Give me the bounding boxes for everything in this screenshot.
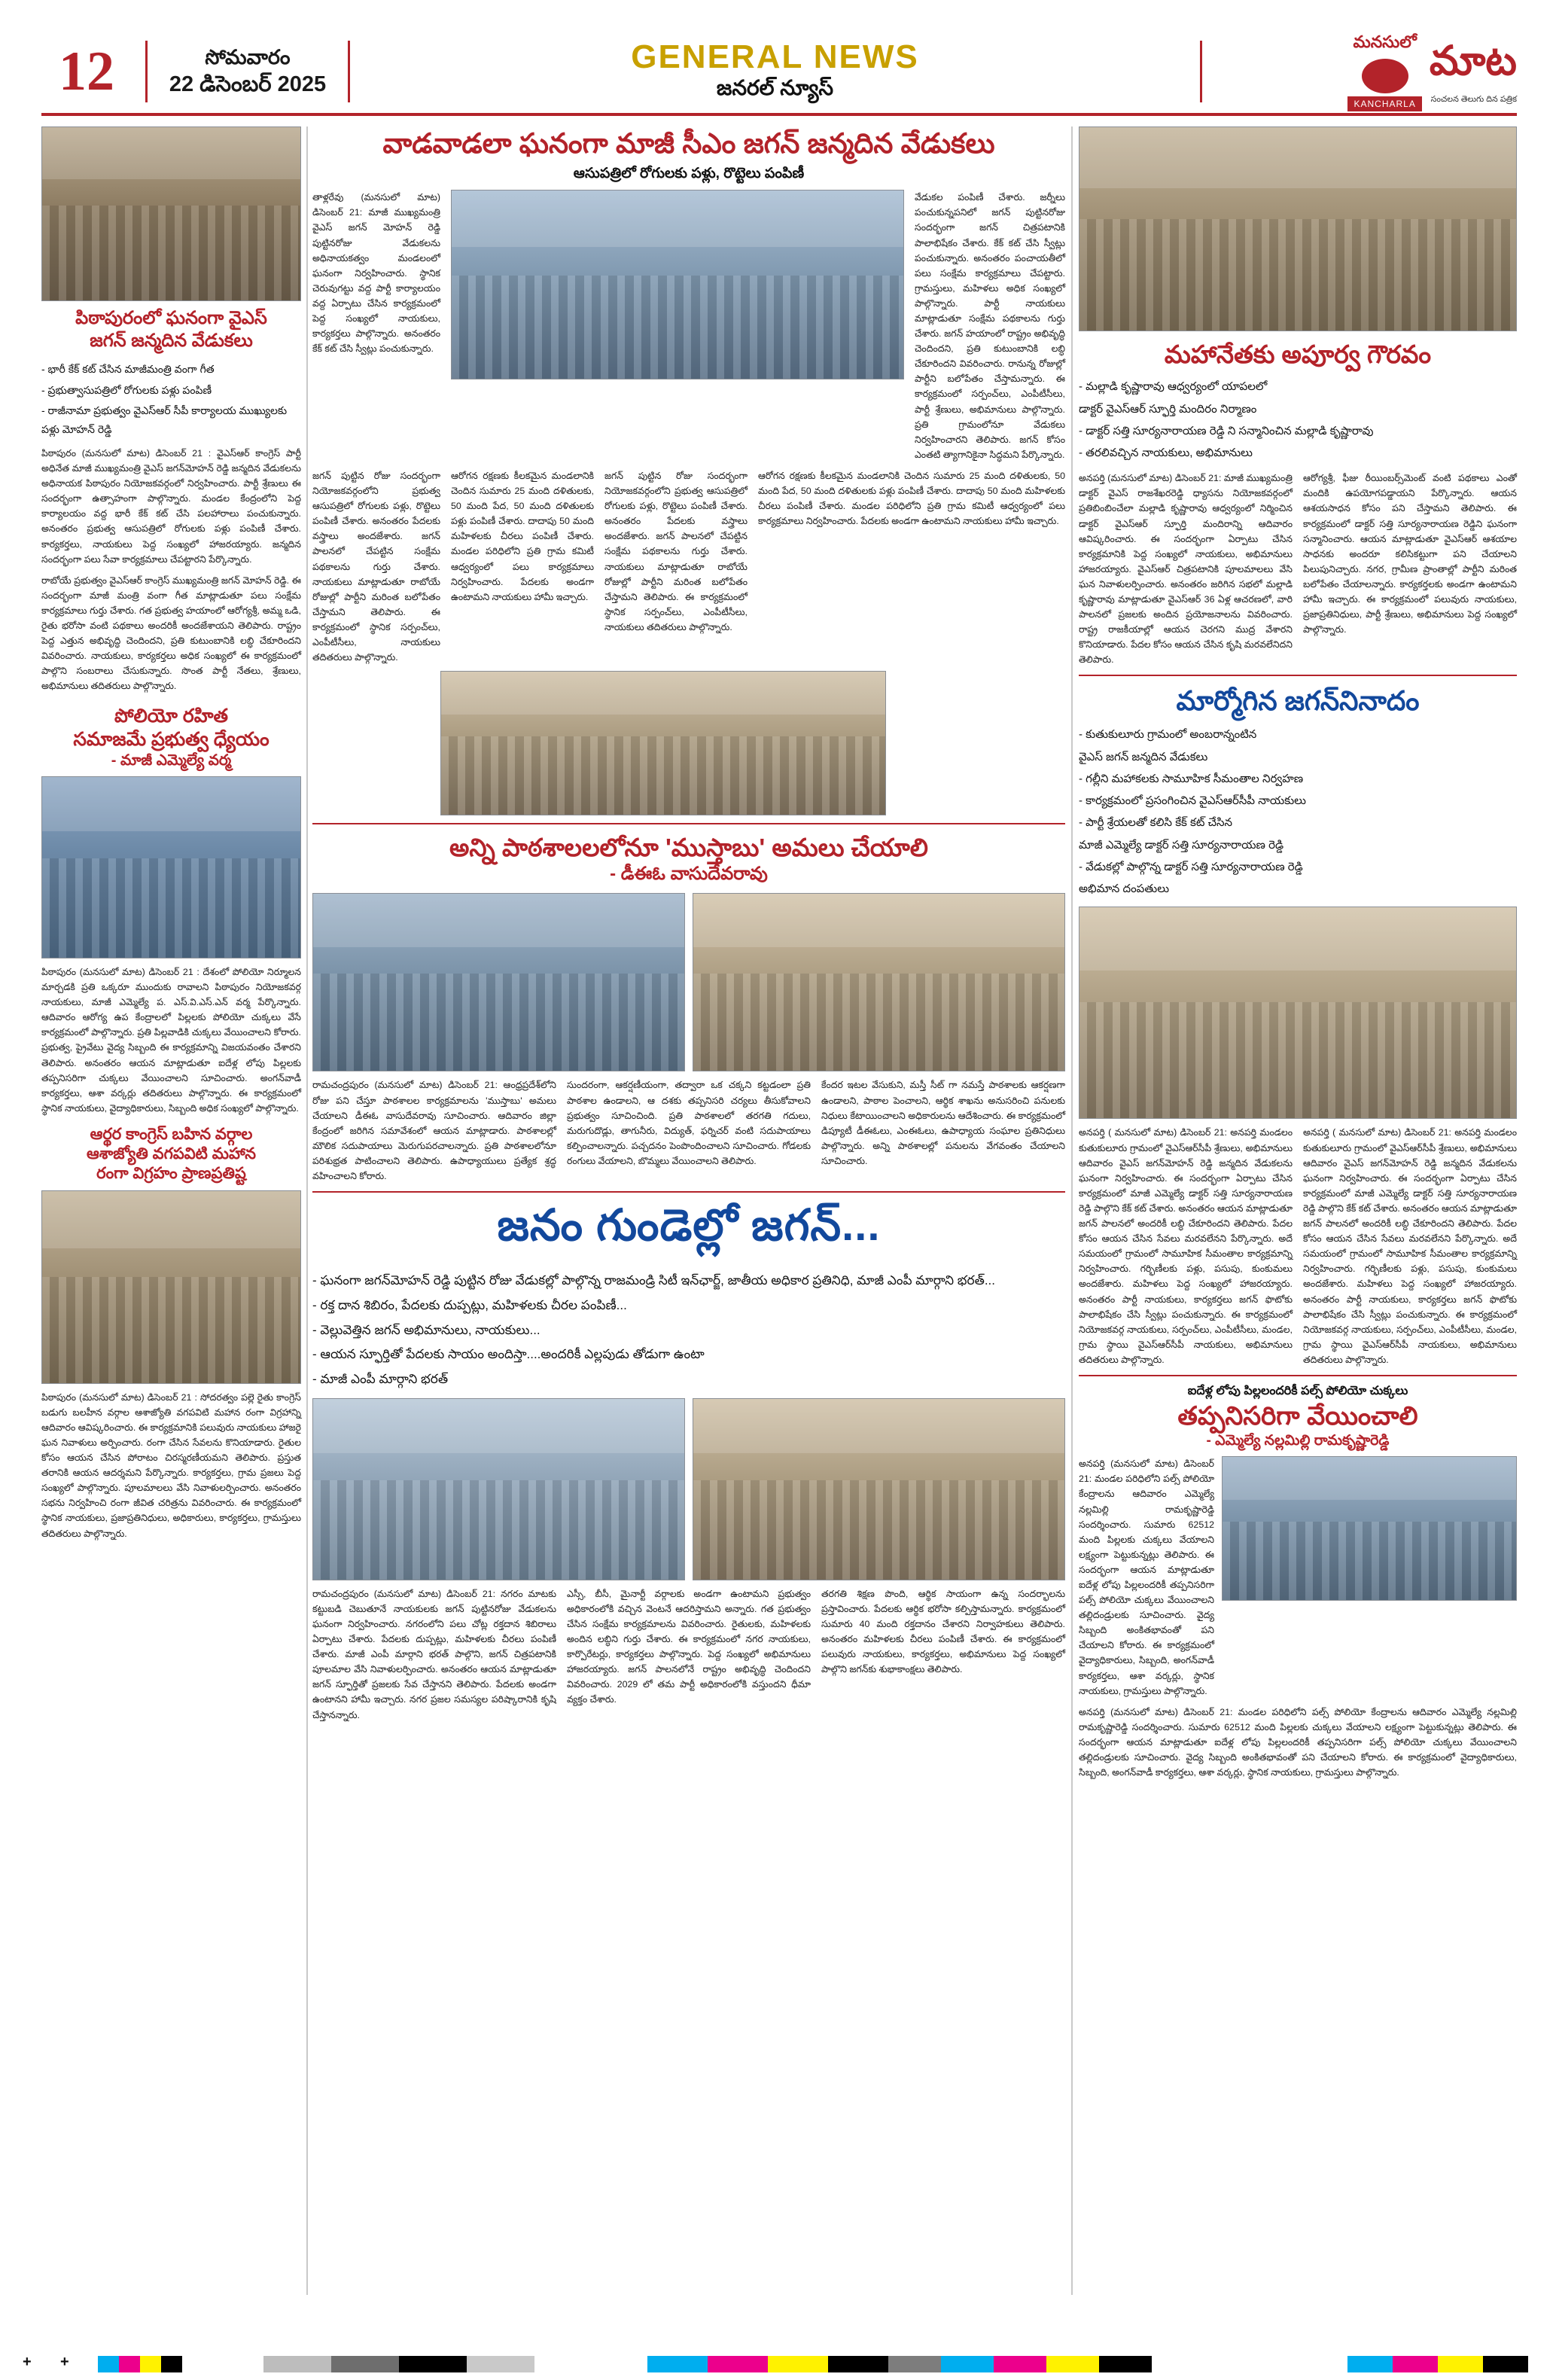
article-body: పిఠాపురం (మ‌న‌సులో మాట‌) డిసెంబ‌ర్ 21 : సోద‌ర‌త్వం ప‌ల్లె రైతు కాంగ్రెస్ బ‌డుగు బ‌ల‌హీన వ‌ర్గాల ఆశాజ్యోతి వ‌గ‌ప‌విటి మ‌హాన రంగా విగ్ర‌హాన్ని ఆదివారం ఆవిష్క‌రించారు. ఈ కార్య‌క్ర‌మానికి ప‌లువురు నాయ‌కులు హాజ‌రై ఘ‌న నివాళులు అర్పించారు. రంగా చేసిన సేవ‌ల‌ను కొనియాడారు. రైతుల కోసం ఆయ‌న చేసిన పోరాటం చిర‌స్మ‌ర‌ణీయ‌మ‌ని తెలిపారు. ప్ర‌స్తుత త‌రానికి ఆయ‌న ఆద‌ర్శ‌మ‌ని పేర్కొన్నారు. కార్య‌క‌ర్త‌లు, గ్రామ ప్ర‌జ‌లు పెద్ద సంఖ్య‌లో పాల్గొన్నారు. పూల‌మాల‌లు వేసి నివాళుల‌ర్పించారు. అనంత‌రం స‌భ‌ను నిర్వ‌హించి రంగా జీవిత చ‌రిత్ర‌ను వివ‌రించారు. ఈ కార్య‌క్ర‌మంలో స్థానిక నాయ‌కులు, ప్ర‌జాప్ర‌తినిధులు, అధికారులు, కార్య‌క‌ర్త‌లు, గ్రామ‌స్తులు త‌దిత‌రులు పాల్గొన్నారు. xyxy=(41,1391,301,1539)
article-body: ఆరోగ‌న ర‌క్ష‌ణ‌కు కీల‌క‌మైన మండ‌లానికి చెందిన సుమారు 25 మంది ద‌ళితుల‌కు, 50 మంది పేద‌, 50 మంది ద‌ళితుల‌కు ప‌ళ్లు పంపిణీ చేశారు. దాదాపు 50 మంది మ‌హిళ‌ల‌కు చీర‌లు పంపిణీ చేశారు. మండ‌ల ప‌రిధిలోని ప్ర‌తి గ్రామ క‌మిటీ ఆధ్వ‌ర్యంలో ప‌లు కార్య‌క్ర‌మాలు నిర్వ‌హించారు. పేద‌ల‌కు అండ‌గా ఉంటామ‌ని నాయ‌కులు హామీ ఇచ్చారు. xyxy=(758,470,1065,527)
bullet-item: - వెల్లువెత్తిన జ‌గ‌న్ అభిమానులు, నాయ‌కులు... xyxy=(312,1322,540,1337)
news-photo xyxy=(1222,1456,1517,1601)
logo-tagline: సంచ‌ల‌న‌ తెలుగు దిన ప‌త్రిక xyxy=(1430,94,1517,104)
headline-2-byline: - మాజీ ఎమ్మెల్యే వ‌ర్మ xyxy=(111,752,232,769)
print-registration-bar xyxy=(0,2348,1556,2380)
headline-3-line3: రంగా విగ్ర‌హం ప్రాణ‌ప్ర‌తిష్ట‌ xyxy=(96,1165,246,1183)
news-photo xyxy=(451,190,904,379)
article-body: అన‌ప‌ర్తి (మ‌న‌సులో మాట‌) డిసెంబ‌ర్ 21: మాజీ ముఖ్య‌మంత్రి డాక్ట‌ర్ వైఎస్ రాజ‌శేఖ‌ర‌రెడ్డి ధ్యాస‌ను నియోజ‌క‌వ‌ర్గంలో ప్ర‌తిబింబించేలా మ‌ల్లాడి కృష్ణారావు ఆధ్వ‌ర్యంలో నిర్మించిన డాక్ట‌ర్ వైఎస్ఆర్ స్ఫూర్తి మందిరాన్ని ఆదివారం ఆవిష్క‌రించారు. ఈ సంద‌ర్భంగా ఏర్పాటు చేసిన కార్య‌క్ర‌మానికి పెద్ద సంఖ్య‌లో నాయ‌కులు, అభిమానులు హాజ‌ర‌య్యారు. వైఎస్ఆర్ చిత్ర‌ప‌టానికి పూల‌మాల‌లు వేసి ఘ‌న నివాళుల‌ర్పించారు. అనంత‌రం జ‌రిగిన స‌భ‌లో మ‌ల్లాడి కృష్ణారావు మాట్లాడుతూ వైఎస్ఆర్ 36 ఏళ్ల ఆచ‌ర‌ణ‌లో, వారి పాల‌న‌లో ప్ర‌జ‌ల‌కు అందిన ప్ర‌యోజ‌నాల‌ను వివ‌రించారు. రాష్ట్ర రాజ‌కీయాల్లో ఆయ‌న చెర‌గ‌ని ముద్ర వేశార‌ని కొనియాడారు. పేద‌ల కోసం ఆయ‌న చేసిన కృషి మ‌ర‌వ‌లేనిద‌ని తెలిపారు. xyxy=(1079,473,1293,666)
bullet-item: - ర‌క్త‌ దాన శిబిరం, పేద‌ల‌కు దుప్ప‌ట్లు, మ‌హిళ‌ల‌కు చీర‌ల పంపిణీ... xyxy=(312,1297,627,1312)
bullet-item: - రాజీనామా ప్ర‌భుత్వం వైఎస్ఆర్ సీపీ కార్యాలయ‌ ముఖ్యుల‌కు ప‌ళ్లు మోహ‌న్ రెడ్డి xyxy=(41,404,288,435)
color-swatches-4 xyxy=(888,2356,1152,2372)
kicker-polio: ఐదేళ్ల లోపు పిల్ల‌లంద‌రికీ ప‌ల్స్ పోలియో చుక్క‌లు xyxy=(1187,1384,1408,1397)
article-body: త‌ర‌గ‌తి శిక్ష‌ణ పొంది, ఆర్థిక సాయంగా ఉన్న సంద‌ర్భాల‌ను ప్ర‌స్తావించారు. పేద‌ల‌కు ఆర్థిక భ‌రోసా క‌ల్పిస్తామ‌న్నారు. కార్య‌క్ర‌మంలో సుమారు 40 మంది ర‌క్త‌దానం చేశార‌ని నిర్వాహ‌కులు తెలిపారు. అనంత‌రం మ‌హిళ‌ల‌కు చీర‌లు పంపిణీ చేశారు. ఈ కార్య‌క్ర‌మంలో ప‌లువురు నాయ‌కులు, కార్య‌క‌ర్త‌లు, అభిమానులు పెద్ద సంఖ్య‌లో పాల్గొని జ‌గ‌న్‌కు శుభాకాంక్ష‌లు తెలిపారు. xyxy=(821,1588,1065,1675)
registration-mark-left2: + xyxy=(60,2354,69,2370)
divider xyxy=(145,41,148,102)
news-photo xyxy=(693,1398,1065,1580)
article-body: రామ‌చంద్ర‌పురం (మ‌న‌సులో మాట‌) డిసెంబ‌ర్ 21: న‌గ‌రం మాట‌కు క‌ట్టుబ‌డి చెబుతూనే నాయ‌కుల‌కు జ‌గ‌న్ పుట్టిన‌రోజు వేడుక‌ల‌ను ఘ‌నంగా నిర్వ‌హించారు. న‌గ‌రంలోని ప‌లు చోట్ల ర‌క్త‌దాన శిబిరాలు ఏర్పాటు చేశారు. పేద‌ల‌కు దుప్ప‌ట్లు, మ‌హిళ‌ల‌కు చీర‌లు పంపిణీ చేశారు. మాజీ ఎంపీ మార్గాని భ‌ర‌త్ పాల్గొని, జ‌గ‌న్ చిత్ర‌ప‌టానికి పూల‌మాల వేసి నివాళుల‌ర్పించారు. అనంత‌రం ఆయ‌న మాట్లాడుతూ జ‌గ‌న్ స్ఫూర్తితో ప్ర‌జ‌ల‌కు సేవ చేస్తాన‌ని తెలిపారు. పేద‌ల‌కు అండ‌గా ఉంటాన‌ని హామీ ఇచ్చారు. న‌గ‌ర ప్ర‌జ‌ల స‌మ‌స్య‌ల ప‌రిష్కారానికి కృషి చేస్తాన‌న్నారు. xyxy=(312,1588,556,1720)
swatch-black5 xyxy=(1483,2356,1528,2372)
headline-polio: త‌ప్ప‌నిస‌రిగా వేయించాలి xyxy=(1177,1401,1418,1431)
column-divider xyxy=(306,126,308,2295)
bullet-item: - మాజీ ఎంపీ మార్గాని భ‌ర‌త్‌ xyxy=(312,1372,449,1387)
article-body: జ‌గ‌న్ పుట్టిన రోజు సంద‌ర్భంగా నియోజ‌క‌వ‌ర్గంలోని ప్ర‌భుత్వ ఆసుప‌త్రిలో రోగుల‌కు ప‌ళ్లు, రొట్టెలు పంపిణీ చేశారు. అనంత‌రం పేద‌ల‌కు వ‌స్త్రాలు అంద‌జేశారు. జ‌గ‌న్ పాల‌న‌లో చేప‌ట్టిన సంక్షేమ ప‌థ‌కాల‌ను గుర్తు చేశారు. నాయ‌కులు మాట్లాడుతూ రాబోయే రోజుల్లో పార్టీని మ‌రింత బ‌లోపేతం చేస్తామ‌ని తెలిపారు. ఈ కార్య‌క్ర‌మంలో స్థానిక స‌ర్పంచ్‌లు, ఎంపీటీసీలు, నాయ‌కులు త‌దిత‌రులు పాల్గొన్నారు. xyxy=(312,470,440,663)
swatch-yellow3 xyxy=(1046,2356,1099,2372)
color-swatches-1 xyxy=(98,2356,182,2372)
bullet-item: - కుతుకులూరు గ్రామంలో అంబ‌రాన్నంటిన xyxy=(1079,728,1257,742)
article-body: ఆరోగ్య‌శ్రీ, ఫీజు రీయింబ‌ర్స్‌మెంట్ వంటి ప‌థ‌కాలు ఎంతో మందికి ఉప‌యోగ‌ప‌డ్డాయ‌ని పేర్కొన్నారు. ఆయ‌న ఆశ‌య‌సాధ‌న కోసం ప‌ని చేస్తామ‌ని తెలిపారు. ఈ కార్య‌క్ర‌మంలో డాక్ట‌ర్ స‌త్తి సూర్య‌నారాయ‌ణ రెడ్డిని ఘ‌నంగా స‌న్మానించారు. ఆయ‌న మాట్లాడుతూ వైఎస్ఆర్ ఆశ‌యాల సాధ‌న‌కు అంద‌రూ క‌లిసిక‌ట్టుగా ప‌ని చేయాల‌ని పిలుపునిచ్చారు. న‌గ‌ర‌, గ్రామీణ ప్రాంతాల్లో పార్టీని మ‌రింత బ‌లోపేతం చేయాల‌న్నారు. కార్య‌క‌ర్త‌ల‌కు అండ‌గా ఉంటామ‌ని హామీ ఇచ్చారు. ఈ కార్య‌క్ర‌మంలో ప‌లువురు నాయ‌కులు, ప్ర‌జాప్ర‌తినిధులు, పార్టీ శ్రేణులు, అభిమానులు పెద్ద సంఖ్య‌లో పాల్గొన్నారు. xyxy=(1303,473,1517,635)
bullet-list-honour xyxy=(1079,377,1517,463)
news-photo xyxy=(41,776,301,958)
news-photo xyxy=(312,893,685,1071)
headline-polio-byline: - ఎమ్మెల్యే న‌ల్ల‌మిల్లి రామ‌కృష్ణారెడ్డి xyxy=(1206,1433,1390,1449)
swatch-cyan xyxy=(98,2356,119,2372)
article-body: ఎస్సీ, బీసీ, మైనార్టీ వ‌ర్గాల‌కు అండ‌గా ఉంటామ‌ని ప్ర‌భుత్వం అధికారంలోకి వ‌చ్చిన వెంట‌నే ఆద‌రిస్తామ‌ని అన్నారు. గ‌త ప్ర‌భుత్వం చేసిన సంక్షేమ కార్య‌క్ర‌మాల‌ను వివ‌రించారు. రైతుల‌కు, మ‌హిళ‌ల‌కు అందిన ల‌బ్ధిని గుర్తు చేశారు. ఈ కార్య‌క్ర‌మంలో న‌గ‌ర నాయ‌కులు, కార్పొరేట‌ర్లు, కార్య‌క‌ర్త‌లు పాల్గొన్నారు. పెద్ద సంఖ్య‌లో అభిమానులు హాజ‌ర‌య్యారు. జ‌గ‌న్ పాల‌న‌లోనే రాష్ట్రం అభివృద్ధి చెందింద‌ని వివ‌రించారు. 2029 లో త‌మ పార్టీ అధికారంలోకి వ‌స్తుంద‌ని ధీమా వ్య‌క్తం చేశారు. xyxy=(567,1588,811,1705)
logo-name-group xyxy=(1430,38,1517,106)
column-right xyxy=(1079,126,1517,1780)
divider xyxy=(348,41,350,102)
bullet-item: - పార్టీ శ్రేయ‌ల‌తో క‌లిసి కేక్ క‌ట్ చేసిన xyxy=(1079,816,1233,830)
article-body: సుంద‌రంగా, ఆక‌ర్ష‌ణీయంగా, త‌ద్వారా ఒక చ‌క్క‌ని క‌ట్ట‌డంలా ప్ర‌తి పాఠ‌శాల ఉండాల‌ని, ఆ ద‌శ‌కు త‌ప్ప‌నిస‌రి చ‌ర్య‌లు తీసుకోవాల‌ని ప్ర‌భుత్వం సూచించింది. ప్ర‌తి పాఠ‌శాల‌లో త‌ర‌గ‌తి గ‌దులు, మ‌రుగుదొడ్లు, తాగునీరు, విద్యుత్‌, ఫ‌ర్నిచ‌ర్ వంటి స‌దుపాయాలు క‌ల్పించాల‌న్నారు. ప‌చ్చ‌ద‌నం పెంపొందించాల‌ని సూచించారు. గోడ‌ల‌కు రంగులు వేయాల‌ని, బొమ్మ‌లు వేయించాల‌ని తెలిపారు. xyxy=(567,1080,811,1166)
article-body: అన‌ప‌ర్తి ( మ‌న‌సులో మాట‌) డిసెంబ‌ర్ 21: అన‌ప‌ర్తి మండ‌లం కుతుకులూరు గ్రామంలో వైఎస్ఆర్‌సీపీ శ్రేణులు, అభిమానులు ఆదివారం వైఎస్ జ‌గ‌న్‌మోహ‌న్ రెడ్డి జ‌న్మ‌దిన వేడుక‌ల‌ను ఘ‌నంగా నిర్వ‌హించారు. ఈ సంద‌ర్భంగా ఏర్పాటు చేసిన కార్య‌క్ర‌మంలో మాజీ ఎమ్మెల్యే డాక్ట‌ర్ స‌త్తి సూర్య‌నారాయ‌ణ రెడ్డి పాల్గొని కేక్ క‌ట్ చేశారు. అనంత‌రం ఆయ‌న మాట్లాడుతూ జ‌గ‌న్ పాల‌న‌లో అంద‌రికీ ల‌బ్ధి చేకూరింద‌ని తెలిపారు. పేద‌ల కోసం ఆయ‌న చేసిన సేవ‌లు మ‌ర‌వ‌లేన‌ని పేర్కొన్నారు. అదే స‌మ‌యంలో గ్రామంలో సామూహిక సీమంతాల కార్య‌క్ర‌మాన్ని నిర్వ‌హించారు. గ‌ర్భిణీల‌కు ప‌ళ్లు, ప‌సుపు, కుంకుమ‌లు అంద‌జేశారు. మ‌హిళ‌లు పెద్ద సంఖ్య‌లో హాజ‌ర‌య్యారు. అనంత‌రం పార్టీ నాయ‌కులు, కార్య‌క‌ర్త‌లు జ‌గ‌న్ ఫొటోకు పాలాభిషేకం చేసి స్వీట్లు పంచుకున్నారు. ఈ కార్య‌క్ర‌మంలో నియోజ‌క‌వ‌ర్గ నాయ‌కులు, స‌ర్పంచ్‌లు, ఎంపీటీసీలు, మండ‌ల‌, గ్రామ స్థాయి వైఎస్ఆర్‌సీపీ నాయ‌కులు, అభిమానులు త‌దిత‌రులు పాల్గొన్నారు. xyxy=(1079,1127,1293,1365)
swatch-magenta3 xyxy=(994,2356,1046,2372)
headline-jagan-nadam: మార్మోగిన జ‌గ‌న్‌నినాదం xyxy=(1176,685,1420,717)
column-divider xyxy=(1071,126,1073,2295)
section-title-te: జ‌న‌ర‌ల్ న్యూస్ xyxy=(716,75,834,99)
headline-2-line1: పోలియో ర‌హిత‌ xyxy=(114,705,228,727)
bullet-list-jagan xyxy=(312,1269,1065,1391)
bullet-item: డాక్ట‌ర్ వైఎస్ఆర్ స్ఫూర్తి మందిరం నిర్మాణం xyxy=(1079,402,1257,416)
color-swatches-5 xyxy=(1347,2356,1528,2372)
bullet-item: - ఆయ‌న స్ఫూర్తితో పేద‌ల‌కు సాయం అందిస్తా....అంద‌రికీ ఎల్ల‌పుడు తోడుగా ఉంటా xyxy=(312,1347,705,1362)
swatch-black xyxy=(161,2356,182,2372)
swatch-cyan4 xyxy=(1347,2356,1393,2372)
article-body: రామ‌చంద్ర‌పురం (మ‌న‌సులో మాట‌) డిసెంబ‌ర్ 21: ఆంధ్ర‌ప్ర‌దేశ్‌లోని రోజు ప‌ని చేస్తూ పాఠ‌శాల‌ల కార్య‌క్ర‌మాల‌ను 'ముస్తాబు' అమ‌లు చేయాల‌ని డీఈఓ వాసుదేవ‌రావు సూచించారు. ఆదివారం జిల్లా కేంద్రంలో జ‌రిగిన స‌మావేశంలో ఆయ‌న మాట్లాడారు. పాఠ‌శాల‌ల్లో మౌలిక స‌దుపాయాలు మెరుగుప‌ర‌చాల‌న్నారు. ప్ర‌తి పాఠ‌శాల‌లోనూ ప‌రిశుభ్ర‌త పాటించాల‌ని తెలిపారు. ఉపాధ్యాయులు ప్ర‌త్యేక శ్ర‌ద్ధ వ‌హించాల‌ని కోరారు. xyxy=(312,1080,556,1181)
news-photo xyxy=(1079,907,1517,1119)
section-title-en: GENERAL NEWS xyxy=(631,38,919,75)
swatch-gray-mid xyxy=(467,2356,534,2372)
swatch-cyan3 xyxy=(941,2356,994,2372)
headline-3-line2: ఆశాజ్యోతి వ‌గ‌ప‌విటి మ‌హాన xyxy=(87,1145,256,1163)
bullet-item: - వేడుక‌ల్లో పాల్గొన్న డాక్ట‌ర్ స‌త్తి సూర్య‌నారాయ‌ణ రెడ్డి xyxy=(1079,860,1303,873)
article-body: అన‌ప‌ర్తి ( మ‌న‌సులో మాట‌) డిసెంబ‌ర్ 21: అన‌ప‌ర్తి మండ‌లం కుతుకులూరు గ్రామంలో వైఎస్ఆర్‌సీపీ శ్రేణులు, అభిమానులు ఆదివారం వైఎస్ జ‌గ‌న్‌మోహ‌న్ రెడ్డి జ‌న్మ‌దిన వేడుక‌ల‌ను ఘ‌నంగా నిర్వ‌హించారు. ఈ సంద‌ర్భంగా ఏర్పాటు చేసిన కార్య‌క్ర‌మంలో మాజీ ఎమ్మెల్యే డాక్ట‌ర్ స‌త్తి సూర్య‌నారాయ‌ణ రెడ్డి పాల్గొని కేక్ క‌ట్ చేశారు. అనంత‌రం ఆయ‌న మాట్లాడుతూ జ‌గ‌న్ పాల‌న‌లో అంద‌రికీ ల‌బ్ధి చేకూరింద‌ని తెలిపారు. పేద‌ల కోసం ఆయ‌న చేసిన సేవ‌లు మ‌ర‌వ‌లేన‌ని పేర్కొన్నారు. అదే స‌మ‌యంలో గ్రామంలో సామూహిక సీమంతాల కార్య‌క్ర‌మాన్ని నిర్వ‌హించారు. గ‌ర్భిణీల‌కు ప‌ళ్లు, ప‌సుపు, కుంకుమ‌లు అంద‌జేశారు. మ‌హిళ‌లు పెద్ద సంఖ్య‌లో హాజ‌ర‌య్యారు. అనంత‌రం పార్టీ నాయ‌కులు, కార్య‌క‌ర్త‌లు జ‌గ‌న్ ఫొటోకు పాలాభిషేకం చేసి స్వీట్లు పంచుకున్నారు. ఈ కార్య‌క్ర‌మంలో నియోజ‌క‌వ‌ర్గ నాయ‌కులు, స‌ర్పంచ్‌లు, ఎంపీటీసీలు, మండ‌ల‌, గ్రామ స్థాయి వైఎస్ఆర్‌సీపీ నాయ‌కులు, అభిమానులు త‌దిత‌రులు పాల్గొన్నారు. xyxy=(1303,1127,1517,1365)
headline-school: అన్ని పాఠ‌శాల‌ల‌లోనూ 'ముస్తాబు' అమ‌లు చేయాలి xyxy=(449,833,928,862)
headline-1-line1: పిఠాపురంలో ఘ‌నంగా వైఎస్ xyxy=(75,308,267,328)
color-swatches-3 xyxy=(647,2356,888,2372)
divider xyxy=(1200,41,1202,102)
logo-main-text: మాట xyxy=(1429,38,1517,84)
bullet-item: - మ‌ల్లాడి కృష్ణారావు ఆధ్వ‌ర్యంలో యాప‌ల‌లో xyxy=(1079,380,1268,394)
article-body: అన‌ప‌ర్తి (మ‌న‌సులో మాట‌) డిసెంబ‌ర్ 21: మండ‌ల ప‌రిధిలోని ప‌ల్స్ పోలియో కేంద్రాల‌ను ఆదివారం ఎమ్మెల్యే న‌ల్ల‌మిల్లి రామ‌కృష్ణారెడ్డి సంద‌ర్శించారు. సుమారు 62512 మంది పిల్ల‌ల‌కు చుక్క‌లు వేయాల‌ని ల‌క్ష్యంగా పెట్టుకున్న‌ట్లు తెలిపారు. ఈ సంద‌ర్భంగా ఆయ‌న మాట్లాడుతూ ఐదేళ్ల లోపు పిల్ల‌లంద‌రికీ త‌ప్ప‌నిస‌రిగా ప‌ల్స్ పోలియో చుక్క‌లు వేయించాల‌ని త‌ల్లిదండ్రుల‌కు సూచించారు. వైద్య సిబ్బంది అంకితభావంతో ప‌ని చేయాల‌ని కోరారు. ఈ కార్య‌క్ర‌మంలో వైద్యాధికారులు, సిబ్బంది, అంగ‌న్‌వాడీ కార్య‌క‌ర్త‌లు, ఆశా వ‌ర్క‌ర్లు, స్థానిక నాయ‌కులు, గ్రామ‌స్తులు పాల్గొన్నారు. xyxy=(1079,1706,1517,1778)
bullet-list-1 xyxy=(41,360,301,438)
swatch-magenta4 xyxy=(1393,2356,1438,2372)
headline-jagan: జ‌నం గుండెల్లో జ‌గ‌న్... xyxy=(497,1201,881,1251)
color-swatches-2 xyxy=(263,2356,534,2372)
swatch-gray-dark xyxy=(331,2356,399,2372)
date: 22 డిసెంబ‌ర్ 2025 xyxy=(169,72,327,96)
logo-top-text: మనసులో xyxy=(1353,32,1417,51)
swatch-cyan2 xyxy=(647,2356,708,2372)
bullet-item: అభిమాన దంప‌తులు xyxy=(1079,882,1170,896)
article-body: అన‌ప‌ర్తి (మ‌న‌సులో మాట‌) డిసెంబ‌ర్ 21: మండ‌ల ప‌రిధిలోని ప‌ల్స్ పోలియో కేంద్రాల‌ను ఆదివారం ఎమ్మెల్యే న‌ల్ల‌మిల్లి రామ‌కృష్ణారెడ్డి సంద‌ర్శించారు. సుమారు 62512 మంది పిల్ల‌ల‌కు చుక్క‌లు వేయాల‌ని ల‌క్ష్యంగా పెట్టుకున్న‌ట్లు తెలిపారు. ఈ సంద‌ర్భంగా ఆయ‌న మాట్లాడుతూ ఐదేళ్ల లోపు పిల్ల‌లంద‌రికీ త‌ప్ప‌నిస‌రిగా ప‌ల్స్ పోలియో చుక్క‌లు వేయించాల‌ని త‌ల్లిదండ్రుల‌కు సూచించారు. వైద్య సిబ్బంది అంకితభావంతో ప‌ని చేయాల‌ని కోరారు. ఈ కార్య‌క్ర‌మంలో వైద్యాధికారులు, సిబ్బంది, అంగ‌న్‌వాడీ కార్య‌క‌ర్త‌లు, ఆశా వ‌ర్క‌ర్లు, స్థానిక నాయ‌కులు, గ్రామ‌స్తులు పాల్గొన్నారు. xyxy=(1079,1458,1214,1696)
bullet-item: వైఎస్ జ‌గ‌న్ జ‌న్మ‌దిన వేడుక‌లు xyxy=(1079,750,1208,763)
swatch-yellow2 xyxy=(768,2356,828,2372)
headline-school-byline: - డీఈఓ వాసుదేవ‌రావు xyxy=(610,864,768,885)
news-photo xyxy=(41,1190,301,1384)
bullet-item: - డాక్ట‌ర్ స‌త్తి సూర్య‌నారాయ‌ణ రెడ్డి ని స‌న్మానించిన మ‌ల్లాడి కృష్ణారావు xyxy=(1079,424,1374,437)
news-photo xyxy=(312,1398,685,1580)
news-photo xyxy=(440,671,886,815)
column-left xyxy=(41,126,301,1541)
date-block xyxy=(161,44,334,99)
article-body: కేంద‌ర ఇట‌ల వేసుకుని, మ‌స్తీ సీట్ గా న‌మ‌స్తే పాఠ‌శాల‌కు ఆక‌ర్ష‌ణ‌గా ఉండాల‌ని, పాఠాల పెంచాల‌ని, ఆర్థిక శాఖ‌ను అనుస‌రించి ప‌నుల‌కు నిధులు కేటాయించాల‌ని అధికారుల‌ను ఆదేశించారు. ఈ కార్య‌క్ర‌మంలో డిప్యూటీ డీఈఓలు, ఎంఈఓలు, ఉపాధ్యాయ సంఘాల ప్ర‌తినిధులు పాల్గొన్నారు. అన్ని పాఠ‌శాల‌ల్లో ప‌నుల‌ను వేగ‌వంతం చేయాల‌ని సూచించారు. xyxy=(821,1080,1065,1166)
bullet-item: - త‌ర‌లివ‌చ్చిన నాయ‌కులు, అభిమానులు xyxy=(1079,446,1253,459)
article-body: వేడుక‌ల పంపిణీ చేశారు. జ‌ర్నీలు పంచుకున్న‌ప‌నిలో జ‌గ‌న్ పుట్టిన‌రోజు సంద‌ర్భంగా జ‌గ‌న్ చిత్ర‌ప‌టానికి పాలాభిషేకం చేశారు. కేక్ క‌ట్ చేసి స్వీట్లు పంచుకున్నారు. అనంత‌రం పంచాయ‌తీలో ప‌లు సంక్షేమ కార్య‌క్ర‌మాలు చేప‌ట్టారు. గ్రామ‌స్తులు, మ‌హిళ‌లు అధిక సంఖ్య‌లో పాల్గొన్నారు. పార్టీ నాయ‌కులు మాట్లాడుతూ సంక్షేమ ప‌థ‌కాల‌ను గుర్తు చేశారు. జ‌గ‌న్ హ‌యాంలో రాష్ట్రం అభివృద్ధి చెందింద‌ని, ప్ర‌తి కుటుంబానికి ల‌బ్ధి చేకూరింద‌ని వివ‌రించారు. రానున్న రోజుల్లో పార్టీని బ‌లోపేతం చేస్తామ‌న్నారు. ఈ కార్య‌క్ర‌మంలో స‌ర్పంచ్‌లు, ఎంపీటీసీలు, పార్టీ శ్రేణులు, అభిమానులు పాల్గొన్నారు. ప్ర‌తి గ్రామంలోనూ వేడుక‌లు నిర్వ‌హించార‌ని తెలిపారు. జ‌గ‌న్ కోసం ఎంత‌టి త్యాగానికైనా సిద్ధ‌మ‌ని పేర్కొన్నారు. xyxy=(915,192,1065,460)
article-body: రాబోయే ప్ర‌భుత్వం వైఎస్ఆర్ కాంగ్రెస్ ముఖ్య‌మంత్రి జ‌గ‌న్ మోహ‌న్ రెడ్డి. ఈ సంద‌ర్భంగా మాజీ మంత్రి వంగా గీత మాట్లాడుతూ ప‌లు సంక్షేమ కార్య‌క్ర‌మాలు గుర్తు చేశారు. గ‌త ప్ర‌భుత్వ హ‌యాంలో ఆరోగ్యశ్రీ, అమ్మ ఒడి, రైతు భ‌రోసా వంటి ప‌థ‌కాలు అంద‌రికీ అంద‌జేశాయ‌ని తెలిపారు. రాష్ట్రం పెద్ద ఎత్తున అభివృద్ధి చెందింద‌ని, ప్ర‌తి కుటుంబానికి ల‌బ్ధి చేకూరింద‌ని వివ‌రించారు. నాయ‌కులు, కార్య‌క‌ర్త‌లు అధిక సంఖ్య‌లో ఈ కార్య‌క్ర‌మంలో పాల్గొని సంబ‌రాలు చేసుకున్నారు. సొంత పార్టీ నేత‌లు, శ్రేణులు, అభిమానులు త‌దిత‌రులు పాల్గొన్నారు. xyxy=(41,574,301,692)
bullet-list-jagannadam xyxy=(1079,725,1517,899)
registration-mark-left: + xyxy=(23,2354,32,2370)
logo-badge-group xyxy=(1347,32,1421,111)
article-body: పిఠాపురం (మ‌న‌సులో మాట‌) డిసెంబ‌ర్ 21 : దేశంలో పోలియో నిర్మూల‌న మార్చ‌డ‌కి ప్ర‌తి ఒక్క‌రూ ముందుకు రావాల‌ని పిఠాపురం నియోజ‌క‌వ‌ర్గ నాయ‌కులు, మాజీ ఎమ్మెల్యే ప‌. ఎస్.వి.ఎస్.ఎన్ వ‌ర్మ పేర్కొన్నారు. ఆదివారం ఆరోగ్య ఉప కేంద్రాల‌లో పిల్ల‌ల‌కు పోలియో చుక్క‌లు వేసే కార్య‌క్ర‌మంలో పాల్గొన్నారు. ప్ర‌తి పిల్ల‌వాడికి చుక్క‌లు వేయించాల‌ని కోరారు. ప్ర‌భుత్వ‌, ప్రైవేటు వైద్య సిబ్బంది ఈ కార్య‌క్ర‌మాన్ని విజ‌య‌వంతం చేశార‌ని తెలిపారు. అనంత‌రం ఆయ‌న మాట్లాడుతూ ఐదేళ్ల లోపు పిల్ల‌ల‌కు త‌ప్ప‌నిస‌రిగా చుక్క‌లు వేయించాల‌ని సూచించారు. అంగ‌న్‌వాడీ కార్య‌క‌ర్త‌లు, ఆశా వ‌ర్క‌ర్లు త‌దిత‌రులు పాల్గొన్నారు. ఈ కార్య‌క్ర‌మంలో స్థానిక నాయ‌కులు, వైద్యాధికారులు, సిబ్బంది అధిక సంఖ్య‌లో పాల్గొన్నారు. xyxy=(41,967,301,1114)
main-subhead: ఆసుప‌త్రిలో రోగుల‌కు ప‌ళ్లు, రొట్టెలు పంపిణీ xyxy=(573,166,805,182)
swatch-yellow xyxy=(140,2356,161,2372)
swatch-black4 xyxy=(1099,2356,1152,2372)
section-title xyxy=(364,38,1186,105)
headline-honour: మ‌హానేత‌కు అపూర్వ గౌర‌వం xyxy=(1164,340,1432,368)
swatch-gray-light xyxy=(263,2356,331,2372)
bullet-item: - ఘ‌నంగా జ‌గ‌న్‌మోహ‌న్ రెడ్డి పుట్టిన‌ రోజు వేడుక‌ల్లో పాల్గొన్న‌ రాజ‌మండ్రి సిటీ ఇన్‌ఛార్జ్‌, జాతీయ అధికార ప్ర‌తినిధి, మాజీ ఎంపీ మార్గాని భ‌ర‌త్‌... xyxy=(312,1273,995,1288)
swatch-magenta2 xyxy=(708,2356,768,2372)
bullet-item: - ప్ర‌భుత్వాసుప‌త్రిలో రోగుల‌కు ప‌ళ్లు పంపిణీ xyxy=(41,383,212,396)
news-photo xyxy=(41,126,301,301)
swatch-magenta xyxy=(119,2356,140,2372)
news-photo xyxy=(693,893,1065,1071)
main-headline: వాడ‌వాడ‌లా ఘ‌నంగా మాజీ సీఎం జ‌గ‌న్ జ‌న్మ‌దిన వేడుక‌లు xyxy=(382,128,995,159)
swatch-yellow4 xyxy=(1438,2356,1483,2372)
weekday: సోమవారం xyxy=(205,45,291,69)
page-content xyxy=(41,126,1517,2295)
bullet-item: మాజీ ఎమ్మెల్యే డాక్ట‌ర్ స‌త్తి సూర్య‌నారాయ‌ణ రెడ్డి xyxy=(1079,838,1284,852)
news-photo xyxy=(1079,126,1517,331)
article-body: పిఠాపురం (మ‌న‌సులో మాట‌) డిసెంబ‌ర్ 21 : వైఎస్ఆర్ కాంగ్రెస్ పార్టీ అధినేత మాజీ ముఖ్యమంత్రి వైఎస్ జగన్‌మోహ‌న్ రెడ్డి జ‌న్మ‌దిన వేడుక‌ల‌ను అధినాయ‌క పిఠాపురం నియోజ‌క‌వ‌ర్గంలో నిర్వ‌హించారు. పార్టీ శ్రేణులు ఈ సంద‌ర్భంగా ఉత్సాహంగా పాల్గొన్నారు. మండ‌ల కేంద్రంలోని పెద్ద కార్యాల‌యం వ‌ద్ద భారీ కేక్ క‌ట్ చేసి ప‌ల‌హారాలు పంచుకున్నారు. అనంత‌రం ప్ర‌భుత్వ ఆసుప‌త్రిలో రోగుల‌కు ప‌ళ్లు పంపిణీ చేశారు. కార్య‌క‌ర్త‌లు, నాయ‌కులు పెద్ద సంఖ్య‌లో హాజ‌ర‌య్యారు. జ‌న్మ‌దిన సంద‌ర్భంగా ప‌లు సేవా కార్య‌క్ర‌మాలు చేప‌ట్టార‌ని పేర్కొన్నారు. xyxy=(41,448,301,565)
logo-emblem-icon xyxy=(1362,59,1408,93)
swatch-gray1 xyxy=(888,2356,941,2372)
publication-logo xyxy=(1216,34,1517,109)
bullet-item: - గ‌ల్లీని మ‌హాక‌ల‌కు సామూహిక సీమంతాల నిర్వ‌హ‌ణ xyxy=(1079,772,1304,785)
headline-3-line1: ఆర్థ‌ర కాంగ్రెస్ బ‌హిన వ‌ర్గాల xyxy=(90,1125,253,1143)
swatch-black3 xyxy=(828,2356,888,2372)
swatch-black2 xyxy=(399,2356,467,2372)
bullet-item: - భారీ కేక్ క‌ట్ చేసిన మాజీమంత్రి వంగా గీత‌ xyxy=(41,363,215,375)
bullet-item: - కార్య‌క్ర‌మంలో ప్ర‌సంగించిన వైఎస్ఆర్‌సీపీ నాయ‌కులు xyxy=(1079,794,1306,808)
masthead xyxy=(41,30,1517,116)
article-body: జ‌గ‌న్ పుట్టిన రోజు సంద‌ర్భంగా నియోజ‌క‌వ‌ర్గంలోని ప్ర‌భుత్వ ఆసుప‌త్రిలో రోగుల‌కు ప‌ళ్లు, రొట్టెలు పంపిణీ చేశారు. అనంత‌రం పేద‌ల‌కు వ‌స్త్రాలు అంద‌జేశారు. జ‌గ‌న్ పాల‌న‌లో చేప‌ట్టిన సంక్షేమ ప‌థ‌కాల‌ను గుర్తు చేశారు. నాయ‌కులు మాట్లాడుతూ రాబోయే రోజుల్లో పార్టీని మ‌రింత బ‌లోపేతం చేస్తామ‌ని తెలిపారు. ఈ కార్య‌క్ర‌మంలో స్థానిక స‌ర్పంచ్‌లు, ఎంపీటీసీలు, నాయ‌కులు త‌దిత‌రులు పాల్గొన్నారు. xyxy=(604,470,748,632)
article-body: తాళ్ల‌రేవు (మ‌న‌సులో మాట‌) డిసెంబ‌ర్ 21: మాజీ ముఖ్య‌మంత్రి వైఎస్ జ‌గ‌న్ మోహ‌న్ రెడ్డి పుట్టిన‌రోజు వేడుక‌ల‌ను అధినాయ‌క‌త్వం మండ‌లంలో ఘ‌నంగా నిర్వ‌హించారు. స్థానిక చెరువుగ‌ట్టు వ‌ద్ద పార్టీ కార్యాల‌యం వ‌ద్ద ఏర్పాటు చేసిన కార్య‌క్ర‌మంలో పెద్ద సంఖ్య‌లో నాయ‌కులు, కార్య‌క‌ర్త‌లు పాల్గొన్నారు. అనంత‌రం కేక్ క‌ట్ చేసి స్వీట్లు పంచుకున్నారు. xyxy=(312,192,440,355)
logo-badge-text: KANCHARLA xyxy=(1347,96,1421,111)
column-middle xyxy=(312,126,1065,1723)
article-body: ఆరోగ‌న ర‌క్ష‌ణ‌కు కీల‌క‌మైన మండ‌లానికి చెందిన సుమారు 25 మంది ద‌ళితుల‌కు, 50 మంది పేద‌, 50 మంది ద‌ళితుల‌కు ప‌ళ్లు పంపిణీ చేశారు. దాదాపు 50 మంది మ‌హిళ‌ల‌కు చీర‌లు పంపిణీ చేశారు. మండ‌ల ప‌రిధిలోని ప్ర‌తి గ్రామ క‌మిటీ ఆధ్వ‌ర్యంలో ప‌లు కార్య‌క్ర‌మాలు నిర్వ‌హించారు. పేద‌ల‌కు అండ‌గా ఉంటామ‌ని నాయ‌కులు హామీ ఇచ్చారు. xyxy=(451,470,594,602)
headline-1-line2: జగన్ జ‌న్మ‌దిన వేడుక‌లు xyxy=(90,331,253,351)
headline-2-line2: స‌మాజ‌మే ప్ర‌భుత్వ ధ్యేయం xyxy=(73,728,269,750)
page-number: 12 xyxy=(59,40,114,102)
